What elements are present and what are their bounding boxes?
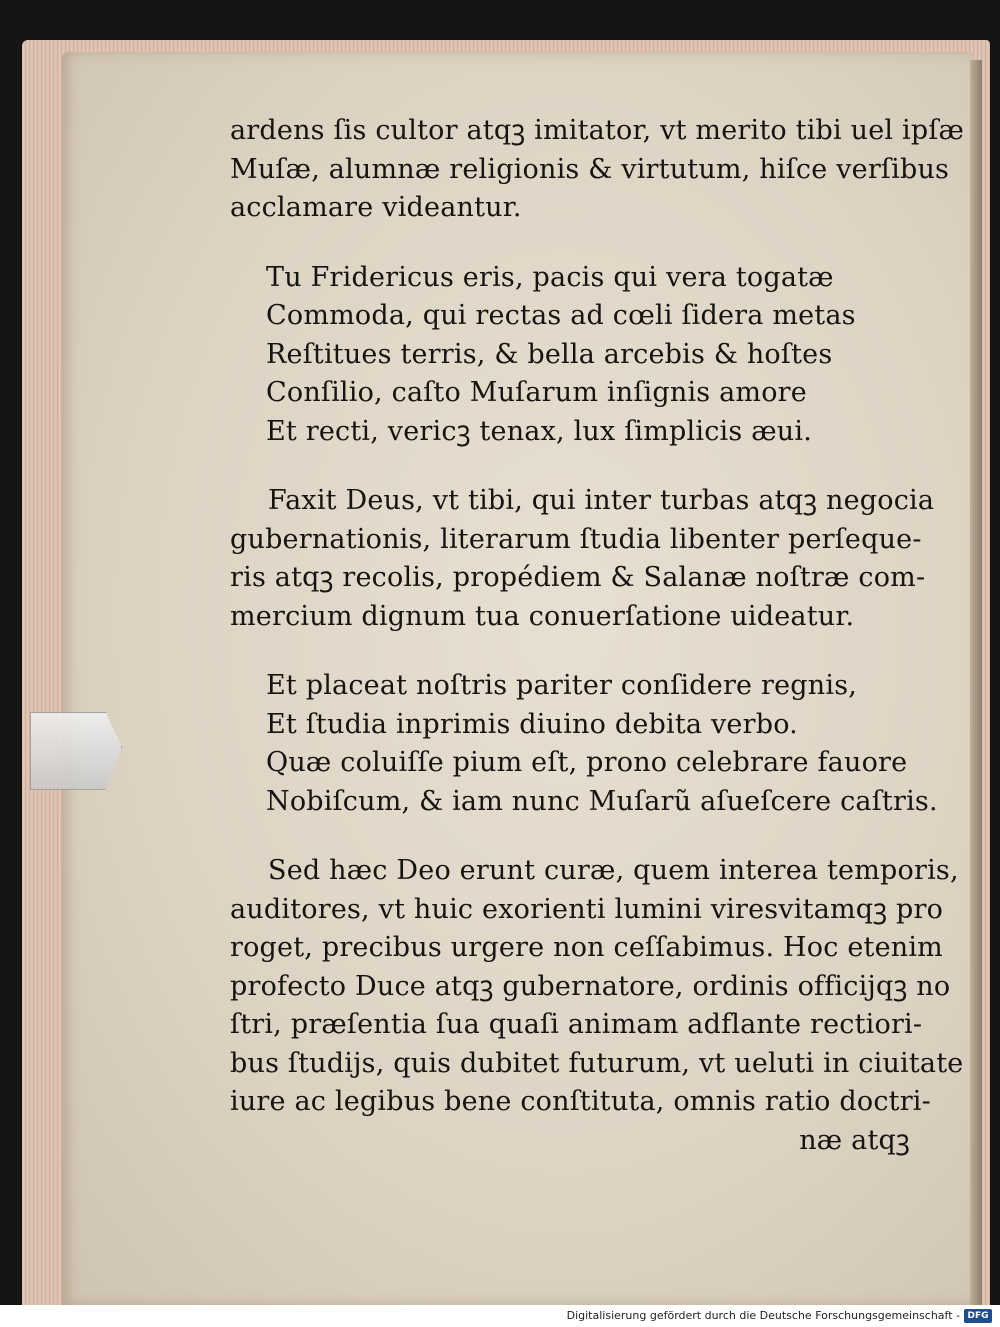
verse-line: Quæ coluiſſe pium eſt, prono celebrare fauore <box>266 747 908 778</box>
text-line: Sed hæc Deo erunt curæ, quem interea temporis, <box>268 855 959 886</box>
text-line: roget, precibus urgere non ceſſabimus. Hoc etenim <box>230 932 943 963</box>
text-line: auditores, vt huic exorienti lumini viresvitamqꝫ pro <box>230 893 944 925</box>
paragraph-1 <box>230 112 965 228</box>
page-text <box>230 112 965 1160</box>
verse-line: Et ſtudia inprimis diuino debita verbo. <box>266 708 798 740</box>
text-line: Faxit Deus, vt tibi, qui inter turbas atqꝫ negocia <box>268 485 935 516</box>
verse-1 <box>230 259 920 452</box>
verse-line: Nobiſcum, & iam nunc Muſarũ aſueſcere caſtris. <box>266 785 938 817</box>
text-line: bus ſtudijs, quis dubitet futurum, vt ueluti in ciuitate <box>230 1047 964 1079</box>
verse-line: Reſtitues terris, & bella arcebis & hoſtes <box>266 338 833 370</box>
catchword: næ atqꝫ <box>799 1124 910 1156</box>
verse-line: Conſilio, caſto Muſarum inſignis amore <box>266 377 807 408</box>
text-line: ris atqꝫ recolis, propédiem & Salanæ noſtræ com- <box>230 562 926 593</box>
digitization-footer <box>0 1305 1000 1327</box>
verse-line: Et recti, vericꝫ tenax, lux ſimplicis æui. <box>266 415 812 447</box>
text-line: ardens ſis cultor atqꝫ imitator, vt merito tibi uel ipſæ <box>230 115 965 146</box>
verse-2 <box>230 667 938 821</box>
dfg-logo: DFG <box>964 1309 992 1323</box>
text-line: profecto Duce atqꝫ gubernatore, ordinis officijqꝫ no <box>230 970 951 1002</box>
footer-credit: Digitalisierung gefördert durch die Deutsche Forschungsgemeinschaft - <box>566 1309 960 1322</box>
verse-line: Commoda, qui rectas ad cœli ſidera metas <box>266 300 856 331</box>
paragraph-3 <box>230 852 964 1160</box>
verse-line: Tu Fridericus eris, pacis qui vera togatæ <box>266 261 834 293</box>
book-right-edge <box>970 60 982 1305</box>
text-line: gubernationis, literarum ſtudia libenter perſeque- <box>230 523 922 555</box>
text-line: acclamare videantur. <box>230 192 522 223</box>
text-line: mercium dignum tua conuerſatione uideatur. <box>230 600 855 632</box>
text-line: iure ac legibus bene conſtituta, omnis ratio doctri- <box>230 1086 931 1117</box>
verse-line: Et placeat noſtris pariter conſidere regnis, <box>266 670 858 701</box>
text-line: Muſæ, alumnæ religionis & virtutum, hiſce verſibus <box>230 153 950 185</box>
paragraph-2 <box>230 482 935 636</box>
paper-clip-marker <box>30 712 122 790</box>
text-line: ſtri, præſentia ſua quaſi animam adflante rectiori- <box>230 1009 923 1040</box>
